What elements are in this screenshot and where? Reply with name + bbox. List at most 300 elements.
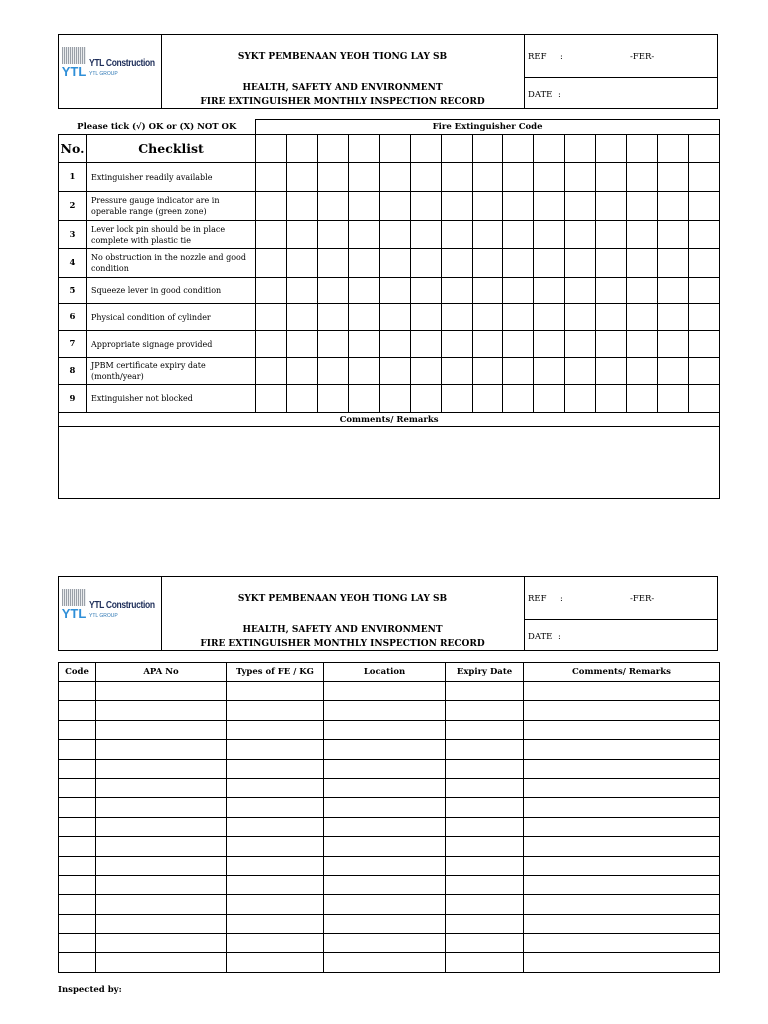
checklist-row	[59, 249, 720, 278]
location-cell[interactable]	[324, 740, 446, 759]
register-row	[59, 817, 720, 836]
tick-cell[interactable]	[318, 331, 349, 358]
types-cell[interactable]	[227, 798, 324, 817]
apa-no-cell[interactable]	[96, 778, 227, 797]
tick-cell[interactable]	[565, 385, 596, 413]
fe-code-cell[interactable]	[627, 135, 658, 163]
fe-code-cell[interactable]	[256, 135, 287, 163]
tick-cell[interactable]	[689, 385, 720, 413]
company-name: SYKT PEMBENAAN YEOH TIONG LAY SB	[237, 594, 448, 604]
register-row	[59, 837, 720, 856]
checklist-row	[59, 221, 720, 249]
location-cell[interactable]	[324, 953, 446, 972]
tick-cell[interactable]	[442, 221, 473, 249]
expiry-date-cell[interactable]	[446, 856, 524, 875]
expiry-date-cell[interactable]	[446, 740, 524, 759]
code-cell[interactable]	[59, 682, 96, 701]
tick-cell[interactable]	[473, 331, 503, 358]
tick-cell[interactable]	[596, 358, 627, 385]
expiry-date-cell[interactable]	[446, 953, 524, 972]
checklist-top-row	[59, 120, 720, 135]
tick-cell[interactable]	[689, 249, 720, 278]
tick-cell[interactable]	[380, 249, 411, 278]
expiry-date-cell[interactable]	[446, 895, 524, 914]
remarks-cell[interactable]	[524, 682, 720, 701]
apa-no-cell[interactable]	[96, 837, 227, 856]
tick-cell[interactable]	[596, 221, 627, 249]
fe-code-cell[interactable]	[658, 135, 689, 163]
tick-cell[interactable]	[318, 163, 349, 192]
tick-cell[interactable]	[503, 304, 534, 331]
remarks-cell[interactable]	[524, 778, 720, 797]
remarks-cell[interactable]	[524, 701, 720, 720]
fe-code-cell[interactable]	[534, 135, 565, 163]
tick-cell[interactable]	[349, 278, 380, 304]
tick-cell[interactable]	[596, 192, 627, 221]
register-row	[59, 701, 720, 720]
tick-cell[interactable]	[503, 163, 534, 192]
tick-cell[interactable]	[534, 331, 565, 358]
tick-cell[interactable]	[318, 221, 349, 249]
tick-cell[interactable]	[534, 278, 565, 304]
code-cell[interactable]	[59, 934, 96, 953]
checklist-item-text: Extinguisher not blocked	[87, 385, 256, 413]
location-cell[interactable]	[324, 778, 446, 797]
tick-cell[interactable]	[658, 358, 689, 385]
tick-cell[interactable]	[689, 221, 720, 249]
code-cell[interactable]	[59, 856, 96, 875]
apa-no-cell[interactable]	[96, 895, 227, 914]
date-colon: :	[558, 632, 561, 642]
fe-code-cell[interactable]	[473, 135, 503, 163]
tick-cell[interactable]	[473, 221, 503, 249]
tick-cell[interactable]	[287, 163, 318, 192]
remarks-cell[interactable]	[524, 759, 720, 778]
expiry-date-cell[interactable]	[446, 778, 524, 797]
remarks-cell[interactable]	[524, 740, 720, 759]
apa-no-cell[interactable]	[96, 740, 227, 759]
remarks-cell[interactable]	[524, 953, 720, 972]
date-label: DATE	[528, 90, 553, 100]
fe-code-cell[interactable]	[503, 135, 534, 163]
ref-label: REF	[528, 594, 547, 604]
tick-cell[interactable]	[411, 221, 442, 249]
remarks-cell[interactable]	[524, 934, 720, 953]
tick-cell[interactable]	[658, 331, 689, 358]
types-cell[interactable]	[227, 720, 324, 739]
register-row	[59, 759, 720, 778]
types-cell[interactable]	[227, 682, 324, 701]
expiry-date-cell[interactable]	[446, 759, 524, 778]
tick-cell[interactable]	[442, 358, 473, 385]
types-cell[interactable]	[227, 953, 324, 972]
col-apa-no: APA No	[96, 663, 227, 682]
expiry-date-cell[interactable]	[446, 875, 524, 894]
checklist-item-text: Appropriate signage provided	[87, 331, 256, 358]
code-cell[interactable]	[59, 817, 96, 836]
tick-cell[interactable]	[596, 304, 627, 331]
tick-cell[interactable]	[318, 192, 349, 221]
dept-line-2: FIRE EXTINGUISHER MONTHLY INSPECTION RECORD	[200, 639, 485, 649]
tick-cell[interactable]	[256, 304, 287, 331]
remarks-field[interactable]	[59, 427, 720, 499]
types-cell[interactable]	[227, 817, 324, 836]
tick-cell[interactable]	[658, 163, 689, 192]
expiry-date-cell[interactable]	[446, 817, 524, 836]
tick-cell[interactable]	[534, 192, 565, 221]
tick-cell[interactable]	[442, 192, 473, 221]
apa-no-cell[interactable]	[96, 953, 227, 972]
tick-cell[interactable]	[287, 249, 318, 278]
tick-cell[interactable]	[627, 278, 658, 304]
register-row	[59, 914, 720, 933]
apa-no-cell[interactable]	[96, 934, 227, 953]
register-row	[59, 682, 720, 701]
tick-cell[interactable]	[287, 278, 318, 304]
fe-code-header: Fire Extinguisher Code	[256, 120, 720, 135]
apa-no-cell[interactable]	[96, 682, 227, 701]
tick-cell[interactable]	[503, 278, 534, 304]
code-cell[interactable]	[59, 875, 96, 894]
tick-cell[interactable]	[627, 249, 658, 278]
tick-cell[interactable]	[473, 278, 503, 304]
remarks-cell[interactable]	[524, 720, 720, 739]
remarks-cell[interactable]	[524, 817, 720, 836]
tick-cell[interactable]	[658, 385, 689, 413]
tick-cell[interactable]	[287, 358, 318, 385]
svg-text:YTL: YTL	[62, 606, 86, 621]
ytl-logo	[62, 589, 158, 623]
checklist-item-no: 8	[59, 358, 87, 385]
types-cell[interactable]	[227, 740, 324, 759]
remarks-cell[interactable]	[524, 837, 720, 856]
expiry-date-cell[interactable]	[446, 701, 524, 720]
no-header: No.	[59, 135, 87, 163]
types-cell[interactable]	[227, 759, 324, 778]
apa-no-cell[interactable]	[96, 856, 227, 875]
tick-cell[interactable]	[256, 163, 287, 192]
tick-cell[interactable]	[349, 331, 380, 358]
register-row	[59, 856, 720, 875]
tick-cell[interactable]	[627, 221, 658, 249]
location-cell[interactable]	[324, 856, 446, 875]
tick-cell[interactable]	[565, 304, 596, 331]
tick-cell[interactable]	[565, 192, 596, 221]
tick-cell[interactable]	[442, 385, 473, 413]
expiry-date-cell[interactable]	[446, 798, 524, 817]
expiry-date-cell[interactable]	[446, 934, 524, 953]
fe-code-cell[interactable]	[565, 135, 596, 163]
tick-cell[interactable]	[689, 278, 720, 304]
form-header-2	[58, 576, 718, 651]
types-cell[interactable]	[227, 914, 324, 933]
tick-cell[interactable]	[287, 331, 318, 358]
tick-cell[interactable]	[503, 221, 534, 249]
tick-cell[interactable]	[689, 358, 720, 385]
form-title	[161, 623, 524, 651]
tick-cell[interactable]	[442, 163, 473, 192]
ytl-logo-mark-icon	[62, 47, 86, 79]
tick-cell[interactable]	[473, 249, 503, 278]
remarks-cell[interactable]	[524, 856, 720, 875]
tick-cell[interactable]	[596, 163, 627, 192]
types-cell[interactable]	[227, 856, 324, 875]
tick-cell[interactable]	[380, 304, 411, 331]
location-cell[interactable]	[324, 934, 446, 953]
logo-cell	[59, 577, 162, 650]
location-cell[interactable]	[324, 875, 446, 894]
tick-cell[interactable]	[627, 163, 658, 192]
tick-cell[interactable]	[565, 331, 596, 358]
checklist-item-text: No obstruction in the nozzle and good condition	[87, 249, 256, 278]
checklist-item-text: JPBM certificate expiry date (month/year)	[87, 358, 256, 385]
fe-code-cell[interactable]	[689, 135, 720, 163]
date-colon: :	[558, 90, 561, 100]
tick-cell[interactable]	[256, 358, 287, 385]
types-cell[interactable]	[227, 778, 324, 797]
location-cell[interactable]	[324, 720, 446, 739]
remarks-cell[interactable]	[524, 875, 720, 894]
tick-cell[interactable]	[287, 192, 318, 221]
tick-cell[interactable]	[287, 221, 318, 249]
form-header-1	[58, 34, 718, 109]
apa-no-cell[interactable]	[96, 798, 227, 817]
tick-cell[interactable]	[287, 385, 318, 413]
tick-cell[interactable]	[349, 163, 380, 192]
code-cell[interactable]	[59, 914, 96, 933]
tick-cell[interactable]	[349, 249, 380, 278]
tick-cell[interactable]	[411, 331, 442, 358]
remarks-header: Comments/ Remarks	[59, 413, 720, 427]
apa-no-cell[interactable]	[96, 759, 227, 778]
expiry-date-cell[interactable]	[446, 682, 524, 701]
tick-cell[interactable]	[380, 163, 411, 192]
tick-cell[interactable]	[256, 249, 287, 278]
tick-cell[interactable]	[380, 221, 411, 249]
fe-code-cell[interactable]	[442, 135, 473, 163]
col-location: Location	[324, 663, 446, 682]
tick-cell[interactable]	[442, 278, 473, 304]
code-cell[interactable]	[59, 740, 96, 759]
tick-cell[interactable]	[380, 192, 411, 221]
location-cell[interactable]	[324, 701, 446, 720]
fe-code-cell[interactable]	[411, 135, 442, 163]
register-row	[59, 740, 720, 759]
code-cell[interactable]	[59, 778, 96, 797]
tick-cell[interactable]	[349, 358, 380, 385]
location-cell[interactable]	[324, 895, 446, 914]
tick-cell[interactable]	[596, 385, 627, 413]
tick-cell[interactable]	[349, 304, 380, 331]
title-cell	[161, 577, 525, 650]
tick-cell[interactable]	[503, 358, 534, 385]
tick-cell[interactable]	[534, 163, 565, 192]
ref-row	[524, 577, 717, 620]
types-cell[interactable]	[227, 895, 324, 914]
checklist-header-row	[59, 135, 720, 163]
tick-cell[interactable]	[256, 331, 287, 358]
tick-cell[interactable]	[596, 331, 627, 358]
register-row	[59, 798, 720, 817]
register-table	[58, 662, 720, 973]
ref-colon: :	[560, 52, 563, 62]
ref-value[interactable]: -FER-	[630, 52, 655, 62]
tick-cell[interactable]	[627, 192, 658, 221]
tick-cell[interactable]	[534, 221, 565, 249]
tick-cell[interactable]	[627, 385, 658, 413]
tick-cell[interactable]	[627, 331, 658, 358]
tick-cell[interactable]	[473, 304, 503, 331]
tick-cell[interactable]	[411, 304, 442, 331]
tick-cell[interactable]	[689, 304, 720, 331]
types-cell[interactable]	[227, 837, 324, 856]
checklist-item-text: Pressure gauge indicator are in operable range (green zone)	[87, 192, 256, 221]
tick-cell[interactable]	[658, 278, 689, 304]
tick-cell[interactable]	[442, 249, 473, 278]
types-cell[interactable]	[227, 934, 324, 953]
remarks-cell[interactable]	[524, 798, 720, 817]
tick-cell[interactable]	[565, 163, 596, 192]
tick-cell[interactable]	[689, 192, 720, 221]
tick-cell[interactable]	[380, 358, 411, 385]
code-cell[interactable]	[59, 895, 96, 914]
types-cell[interactable]	[227, 875, 324, 894]
code-cell[interactable]	[59, 720, 96, 739]
logo-name: YTL Construction	[89, 58, 155, 69]
location-cell[interactable]	[324, 914, 446, 933]
remarks-cell[interactable]	[524, 895, 720, 914]
tick-cell[interactable]	[411, 358, 442, 385]
tick-cell[interactable]	[256, 278, 287, 304]
tick-cell[interactable]	[473, 358, 503, 385]
checklist-table	[58, 119, 720, 499]
tick-cell[interactable]	[442, 331, 473, 358]
tick-cell[interactable]	[473, 192, 503, 221]
tick-cell[interactable]	[565, 278, 596, 304]
tick-cell[interactable]	[318, 249, 349, 278]
tick-cell[interactable]	[658, 249, 689, 278]
tick-cell[interactable]	[287, 304, 318, 331]
tick-cell[interactable]	[318, 385, 349, 413]
dept-line-1: HEALTH, SAFETY AND ENVIRONMENT	[242, 625, 443, 635]
tick-cell[interactable]	[411, 385, 442, 413]
code-cell[interactable]	[59, 798, 96, 817]
code-cell[interactable]	[59, 837, 96, 856]
tick-cell[interactable]	[318, 278, 349, 304]
tick-cell[interactable]	[565, 221, 596, 249]
tick-cell[interactable]	[411, 192, 442, 221]
date-label: DATE	[528, 632, 553, 642]
apa-no-cell[interactable]	[96, 701, 227, 720]
expiry-date-cell[interactable]	[446, 720, 524, 739]
fe-code-cell[interactable]	[596, 135, 627, 163]
fe-code-cell[interactable]	[380, 135, 411, 163]
location-cell[interactable]	[324, 759, 446, 778]
tick-cell[interactable]	[534, 304, 565, 331]
tick-cell[interactable]	[411, 278, 442, 304]
tick-cell[interactable]	[442, 304, 473, 331]
types-cell[interactable]	[227, 701, 324, 720]
tick-cell[interactable]	[318, 304, 349, 331]
register-row	[59, 953, 720, 972]
checklist-row	[59, 192, 720, 221]
checklist-header: Checklist	[87, 135, 256, 163]
fe-code-cell[interactable]	[349, 135, 380, 163]
tick-cell[interactable]	[627, 304, 658, 331]
tick-cell[interactable]	[596, 278, 627, 304]
tick-cell[interactable]	[380, 278, 411, 304]
checklist-item-no: 2	[59, 192, 87, 221]
tick-cell[interactable]	[318, 358, 349, 385]
tick-cell[interactable]	[627, 358, 658, 385]
tick-cell[interactable]	[658, 221, 689, 249]
tick-cell[interactable]	[534, 385, 565, 413]
tick-cell[interactable]	[565, 249, 596, 278]
tick-cell[interactable]	[411, 249, 442, 278]
expiry-date-cell[interactable]	[446, 914, 524, 933]
dept-line-2: FIRE EXTINGUISHER MONTHLY INSPECTION RECORD	[200, 97, 485, 107]
fe-code-cell[interactable]	[318, 135, 349, 163]
location-cell[interactable]	[324, 817, 446, 836]
tick-cell[interactable]	[349, 192, 380, 221]
tick-cell[interactable]	[349, 221, 380, 249]
tick-cell[interactable]	[256, 221, 287, 249]
tick-cell[interactable]	[503, 192, 534, 221]
tick-cell[interactable]	[380, 385, 411, 413]
form-title	[161, 81, 524, 109]
tick-cell[interactable]	[689, 163, 720, 192]
location-cell[interactable]	[324, 837, 446, 856]
ref-value[interactable]: -FER-	[630, 594, 655, 604]
tick-cell[interactable]	[658, 304, 689, 331]
tick-cell[interactable]	[411, 163, 442, 192]
tick-cell[interactable]	[503, 331, 534, 358]
code-cell[interactable]	[59, 953, 96, 972]
code-cell[interactable]	[59, 759, 96, 778]
tick-cell[interactable]	[534, 249, 565, 278]
tick-cell[interactable]	[473, 385, 503, 413]
tick-cell[interactable]	[503, 385, 534, 413]
apa-no-cell[interactable]	[96, 875, 227, 894]
checklist-item-no: 4	[59, 249, 87, 278]
tick-cell[interactable]	[256, 192, 287, 221]
tick-cell[interactable]	[503, 249, 534, 278]
remarks-cell[interactable]	[524, 914, 720, 933]
apa-no-cell[interactable]	[96, 817, 227, 836]
apa-no-cell[interactable]	[96, 914, 227, 933]
location-cell[interactable]	[324, 682, 446, 701]
tick-cell[interactable]	[596, 249, 627, 278]
tick-cell[interactable]	[658, 192, 689, 221]
tick-cell[interactable]	[534, 358, 565, 385]
tick-cell[interactable]	[565, 358, 596, 385]
ytl-logo-mark-icon	[62, 589, 86, 621]
apa-no-cell[interactable]	[96, 720, 227, 739]
location-cell[interactable]	[324, 798, 446, 817]
expiry-date-cell[interactable]	[446, 837, 524, 856]
tick-cell[interactable]	[380, 331, 411, 358]
checklist-item-no: 6	[59, 304, 87, 331]
code-cell[interactable]	[59, 701, 96, 720]
tick-cell[interactable]	[349, 385, 380, 413]
tick-cell[interactable]	[256, 385, 287, 413]
inspected-by-label: Inspected by:	[58, 985, 122, 995]
svg-text:YTL: YTL	[62, 64, 86, 79]
ref-colon: :	[560, 594, 563, 604]
fe-code-cell[interactable]	[287, 135, 318, 163]
tick-cell[interactable]	[689, 331, 720, 358]
tick-cell[interactable]	[473, 163, 503, 192]
